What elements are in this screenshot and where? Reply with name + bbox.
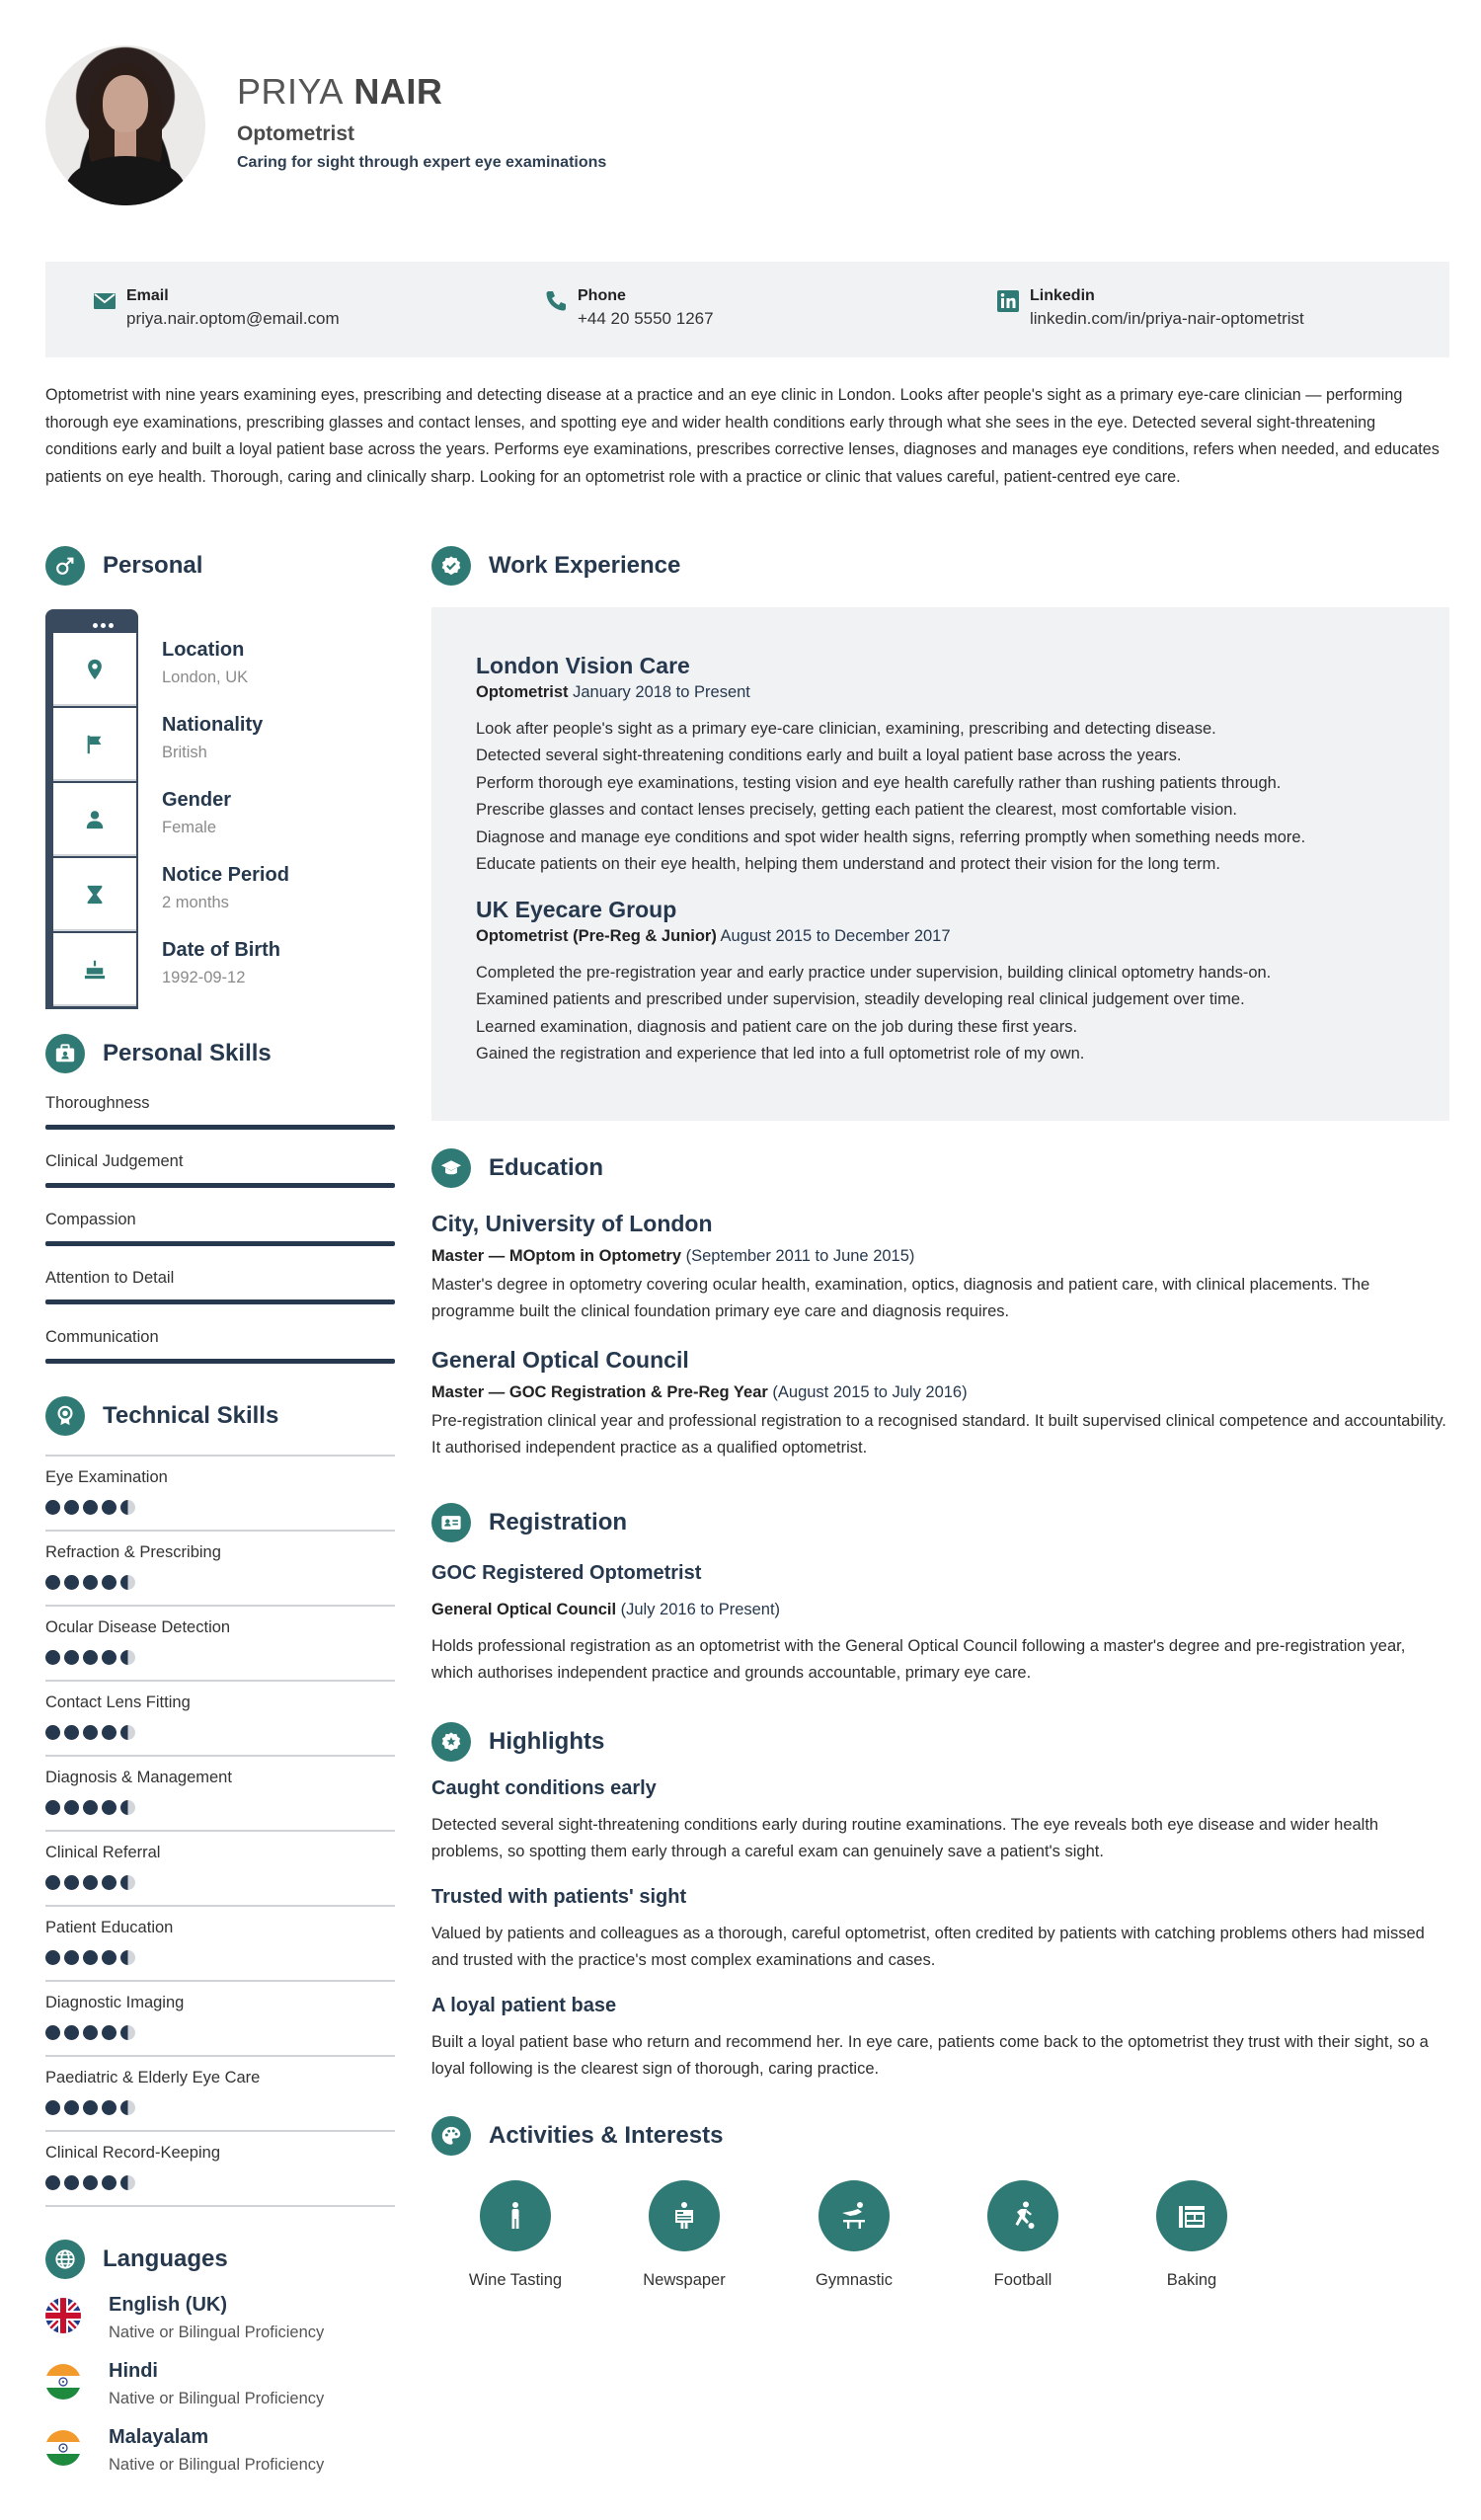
rating-dot <box>83 1650 98 1665</box>
rating-dot <box>64 1950 79 1965</box>
section-technical-skills-title: Technical Skills <box>103 1402 279 1429</box>
palette-icon <box>431 2116 471 2156</box>
education-period: (September 2011 to June 2015) <box>685 1247 915 1265</box>
newspaper-icon <box>649 2180 720 2251</box>
activity-item <box>451 2180 580 2290</box>
baking-icon <box>1156 2180 1227 2251</box>
language-item <box>45 2426 395 2485</box>
rating-dot <box>102 1500 117 1515</box>
personal-nationality-label: Nationality <box>162 714 264 736</box>
technical-skill-rating <box>45 1725 139 1741</box>
cake-icon <box>84 959 106 981</box>
rating-dot <box>64 1650 79 1665</box>
highlight-title: Caught conditions early <box>431 1777 657 1799</box>
globe-icon <box>45 2240 85 2279</box>
rating-dot <box>120 2175 135 2190</box>
rating-dot <box>102 1575 117 1590</box>
rating-dot <box>64 2100 79 2115</box>
technical-skill-name: Ocular Disease Detection <box>45 1618 231 1636</box>
activity-name: Football <box>993 2271 1052 2289</box>
personal-skill-bar <box>45 1359 395 1364</box>
highlight-item <box>431 1777 1449 1866</box>
personal-cell-gender <box>53 783 136 856</box>
job-bullet: Look after people's sight as a primary eye-care clinician, examining, prescribing and detecting disease. <box>476 720 1216 738</box>
wine-tasting-icon <box>480 2180 551 2251</box>
technical-skill-rating <box>45 1650 139 1666</box>
rating-dot <box>83 1500 98 1515</box>
technical-skill-name: Diagnostic Imaging <box>45 1994 185 2011</box>
email-label: Email <box>126 287 169 304</box>
technical-skill <box>45 2055 395 2130</box>
section-personal-title: Personal <box>103 552 203 579</box>
job-bullets <box>476 716 1424 878</box>
job-entry <box>476 653 1424 878</box>
personal-info <box>45 609 395 1009</box>
rating-dot <box>120 1725 135 1740</box>
personal-skill-bar <box>45 1125 395 1130</box>
person-icon <box>84 809 106 830</box>
registration-issuer-line <box>431 1601 1449 1619</box>
job-bullet: Prescribe glasses and contact lenses precisely, getting each patient the clearest, most comfortable vision. <box>476 801 1238 820</box>
activity-item <box>620 2180 748 2290</box>
briefcase-icon <box>45 1034 85 1073</box>
highlight-description: Built a loyal patient base who return and recommend her. In eye care, patients come back to the optometrist they trust with their sight, so a loyal following is the clearest sign of thorough, caring practice. <box>431 2033 1429 2079</box>
job-title: Optometrist (Pre-Reg & Junior) <box>476 927 717 945</box>
id-card-icon <box>431 1503 471 1542</box>
job-period: August 2015 to December 2017 <box>720 927 951 945</box>
registration-period: (July 2016 to Present) <box>620 1601 781 1618</box>
job-meta <box>476 683 1424 702</box>
rating-dot <box>64 1500 79 1515</box>
personal-skill-name: Thoroughness <box>45 1094 150 1112</box>
rating-dot <box>64 1725 79 1740</box>
job-bullet: Educate patients on their eye health, helping them understand and protect their vision for the long term. <box>476 855 1220 874</box>
technical-skill-name: Clinical Referral <box>45 1844 161 1861</box>
technical-skill <box>45 1755 395 1830</box>
rating-dot <box>102 1725 117 1740</box>
tagline: Caring for sight through expert eye examinations <box>237 154 607 171</box>
section-activities-title: Activities & Interests <box>489 2122 724 2149</box>
job-period: January 2018 to Present <box>573 683 750 701</box>
job-bullet: Completed the pre-registration year and early practice under supervision, building clinical optometry hands-on. <box>476 964 1272 982</box>
linkedin-value[interactable]: linkedin.com/in/priya-nair-optometrist <box>1030 309 1304 328</box>
language-name: Hindi <box>109 2360 158 2382</box>
job-role: Optometrist <box>237 122 355 145</box>
technical-skill-name: Eye Examination <box>45 1468 168 1486</box>
job-bullet: Perform thorough eye examinations, testing vision and eye health carefully rather than rushing patients through. <box>476 773 1282 792</box>
rating-dot <box>83 1800 98 1815</box>
rating-dot <box>120 2100 135 2115</box>
job-bullet: Examined patients and prescribed under supervision, steadily developing real clinical judgement over time. <box>476 990 1245 1009</box>
education-degree-line <box>431 1383 1449 1402</box>
registration-description: Holds professional registration as an optometrist with the General Optical Council following a master's degree and pre-registration year, which authorises independent practice and grounds accountable, primary eye care. <box>431 1637 1406 1683</box>
activity-item <box>959 2180 1087 2290</box>
linkedin-icon <box>996 289 1020 313</box>
personal-skill-name: Compassion <box>45 1211 136 1228</box>
personal-notice-value: 2 months <box>162 894 229 911</box>
rating-dot <box>83 2100 98 2115</box>
language-level: Native or Bilingual Proficiency <box>109 2323 325 2341</box>
rating-dot <box>45 2100 60 2115</box>
rating-dot <box>120 1875 135 1890</box>
gender-icon <box>45 546 85 586</box>
linkedin-label: Linkedin <box>1030 287 1095 304</box>
technical-skill-name: Clinical Record-Keeping <box>45 2144 221 2162</box>
education-description: Pre-registration clinical year and professional registration to a recognised standard. It built supervised clinical competence and accountability. It authorised independent practice as a qualified optometrist. <box>431 1412 1446 1457</box>
rating-dot <box>102 1950 117 1965</box>
rating-dot <box>102 2025 117 2040</box>
language-name: English (UK) <box>109 2294 227 2316</box>
personal-skill-bar <box>45 1241 395 1246</box>
activity-name: Baking <box>1166 2271 1217 2289</box>
rating-dot <box>102 1800 117 1815</box>
technical-skill <box>45 1530 395 1605</box>
education-entry <box>431 1211 1449 1326</box>
rating-dot <box>83 1950 98 1965</box>
rating-dot <box>45 1875 60 1890</box>
technical-skill <box>45 1455 395 1530</box>
job-bullet: Learned examination, diagnosis and patient care on the job during these first years. <box>476 1017 1078 1036</box>
language-item <box>45 2360 395 2419</box>
map-pin-icon <box>84 659 106 680</box>
language-item <box>45 2294 395 2353</box>
rating-dot <box>64 2025 79 2040</box>
rating-dot <box>102 2175 117 2190</box>
contact-bar <box>45 262 1449 357</box>
rating-dot <box>83 2175 98 2190</box>
technical-skill-rating <box>45 1950 139 1966</box>
personal-skill-bar <box>45 1299 395 1304</box>
personal-gender-label: Gender <box>162 789 232 811</box>
personal-skill-bar-fill <box>45 1183 395 1188</box>
email-value[interactable]: priya.nair.optom@email.com <box>126 309 340 328</box>
education-degree: Master — GOC Registration & Pre-Reg Year <box>431 1383 768 1401</box>
personal-skill <box>45 1328 395 1364</box>
education-degree-line <box>431 1247 1449 1266</box>
job-meta <box>476 927 1424 946</box>
gymnastic-icon <box>818 2180 890 2251</box>
technical-skill-rating <box>45 2025 139 2041</box>
section-personal-skills-title: Personal Skills <box>103 1040 272 1066</box>
rating-dot <box>120 1950 135 1965</box>
rating-dot <box>45 1800 60 1815</box>
rating-dot <box>83 2025 98 2040</box>
uk-flag-icon <box>45 2298 81 2333</box>
personal-skill <box>45 1269 395 1304</box>
language-name: Malayalam <box>109 2426 209 2448</box>
technical-skill-rating <box>45 2175 139 2191</box>
personal-skill-bar <box>45 1183 395 1188</box>
job-entry <box>476 897 1424 1068</box>
highlight-title: A loyal patient base <box>431 1995 617 2016</box>
personal-cell-dob <box>53 933 136 1006</box>
india-flag-icon <box>45 2364 81 2400</box>
technical-skill-rating <box>45 1875 139 1891</box>
education-school: City, University of London <box>431 1211 713 1236</box>
rating-dot <box>102 1875 117 1890</box>
rating-dot <box>83 1575 98 1590</box>
hourglass-icon <box>84 884 106 906</box>
section-highlights-title: Highlights <box>489 1728 605 1755</box>
rating-dot <box>64 2175 79 2190</box>
technical-skill <box>45 2130 395 2205</box>
award-icon <box>45 1396 85 1436</box>
rating-dot <box>120 1500 135 1515</box>
personal-skill <box>45 1152 395 1188</box>
rating-dot <box>45 1500 60 1515</box>
job-company: London Vision Care <box>476 653 690 678</box>
education-degree: Master — MOptom in Optometry <box>431 1247 682 1265</box>
highlight-item <box>431 1886 1449 1975</box>
technical-skill-name: Paediatric & Elderly Eye Care <box>45 2069 261 2087</box>
highlight-item <box>431 1995 1449 2084</box>
personal-cell-nationality <box>53 708 136 781</box>
graduation-cap-icon <box>431 1148 471 1188</box>
activity-name: Wine Tasting <box>468 2271 563 2289</box>
rating-dot <box>45 1950 60 1965</box>
rating-dot <box>120 1650 135 1665</box>
section-work-title: Work Experience <box>489 552 681 579</box>
education-entry <box>431 1347 1449 1462</box>
technical-skill <box>45 1980 395 2055</box>
activity-name: Gymnastic <box>816 2271 893 2289</box>
personal-cell-location <box>53 633 136 706</box>
job-bullet: Diagnose and manage eye conditions and spot wider health signs, referring promptly when something needs more. <box>476 827 1306 846</box>
profile-summary: Optometrist with nine years examining eyes, prescribing and detecting disease at a practice and an eye clinic in London. Looks after people's sight as a primary eye-care clinician — performing thorough eye examinations, prescribing glasses and contact lenses, and spotting eye and wider health conditions early through what she sees in the eye. Detected several sight-threatening conditions early and built a loyal patient base across the years. Performs eye examinations, prescribes corrective lenses, diagnoses and manages eye conditions, refers when needed, and educates patients on eye health. Thorough, caring and clinically sharp. Looking for an optometrist role with a practice or clinic that values careful, patient-centred eye care. <box>45 386 1440 486</box>
technical-skill-name: Refraction & Prescribing <box>45 1543 221 1561</box>
rating-dot <box>83 1875 98 1890</box>
rating-dot <box>45 1650 60 1665</box>
email-icon <box>93 289 117 313</box>
personal-skill-bar-fill <box>45 1241 395 1246</box>
technical-skill <box>45 1605 395 1680</box>
highlight-description: Valued by patients and colleagues as a thorough, careful optometrist, often credited by patients with catching problems others had missed and trusted with the practice's most complex examinations and cases. <box>431 1925 1425 1970</box>
rating-dot <box>120 2025 135 2040</box>
personal-dob-value: 1992-09-12 <box>162 969 246 986</box>
technical-skill-name: Contact Lens Fitting <box>45 1693 191 1711</box>
technical-skill <box>45 1905 395 1980</box>
rating-dot <box>45 2025 60 2040</box>
registration-issuer: General Optical Council <box>431 1601 617 1618</box>
personal-gender-value: Female <box>162 819 217 836</box>
technical-skill-rating <box>45 1800 139 1816</box>
activity-item <box>790 2180 918 2290</box>
first-name: PRIYA <box>237 71 344 112</box>
phone-value[interactable]: +44 20 5550 1267 <box>578 309 714 328</box>
registration-entry <box>431 1562 1449 1688</box>
section-education-title: Education <box>489 1154 604 1181</box>
personal-skill-name: Communication <box>45 1328 159 1346</box>
rating-dot <box>45 1725 60 1740</box>
personal-location-label: Location <box>162 639 245 661</box>
activity-name: Newspaper <box>643 2271 726 2289</box>
personal-nationality-value: British <box>162 744 207 761</box>
rating-dot <box>64 1575 79 1590</box>
star-badge-icon <box>431 1722 471 1762</box>
technical-skill-rating <box>45 2100 139 2116</box>
rating-dot <box>102 2100 117 2115</box>
candidate-name <box>237 71 442 113</box>
education-school: General Optical Council <box>431 1347 689 1373</box>
personal-notice-label: Notice Period <box>162 864 289 886</box>
job-bullet: Detected several sight-threatening conditions early and built a loyal patient base across the years. <box>476 747 1182 765</box>
personal-location-value: London, UK <box>162 669 249 686</box>
personal-skill-bar-fill <box>45 1299 395 1304</box>
personal-skill-name: Attention to Detail <box>45 1269 175 1287</box>
job-title: Optometrist <box>476 683 569 701</box>
football-icon <box>987 2180 1058 2251</box>
registration-title: GOC Registered Optometrist <box>431 1562 702 1584</box>
personal-dob-label: Date of Birth <box>162 939 280 961</box>
rating-dot <box>120 1575 135 1590</box>
job-company: UK Eyecare Group <box>476 897 677 922</box>
personal-skill-bar-fill <box>45 1125 395 1130</box>
technical-skill-rating <box>45 1575 139 1591</box>
education-description: Master's degree in optometry covering ocular health, examination, optics, diagnosis and patient care, with clinical placements. The programme built the clinical foundation primary eye care and diagnosis requires. <box>431 1276 1370 1321</box>
technical-skill-name: Diagnosis & Management <box>45 1769 232 1786</box>
personal-cell-notice <box>53 858 136 931</box>
job-bullet: Gained the registration and experience that led into a full optometrist role of my own. <box>476 1045 1085 1063</box>
personal-skill <box>45 1094 395 1130</box>
rating-dot <box>64 1800 79 1815</box>
india-flag-icon <box>45 2430 81 2466</box>
education-period: (August 2015 to July 2016) <box>772 1383 968 1401</box>
last-name: NAIR <box>353 71 443 112</box>
technical-skill <box>45 1680 395 1755</box>
phone-label: Phone <box>578 287 626 304</box>
language-level: Native or Bilingual Proficiency <box>109 2456 325 2474</box>
rating-dot <box>102 1650 117 1665</box>
resume-header <box>45 45 1428 213</box>
technical-skills-divider <box>45 2205 395 2207</box>
profile-photo <box>45 45 205 205</box>
personal-skill <box>45 1211 395 1246</box>
activity-item <box>1128 2180 1256 2290</box>
section-registration-title: Registration <box>489 1509 628 1536</box>
technical-skill-rating <box>45 1500 139 1516</box>
verified-badge-icon <box>431 546 471 586</box>
rating-dot <box>64 1875 79 1890</box>
technical-skill-name: Patient Education <box>45 1919 174 1936</box>
technical-skill <box>45 1830 395 1905</box>
flag-icon <box>84 734 106 755</box>
rating-dot <box>83 1725 98 1740</box>
highlight-description: Detected several sight-threatening conditions early during routine examinations. The eye reveals both eye disease and wider health problems, so spotting them early through a careful exam can genuinely save a patient's sight. <box>431 1816 1379 1861</box>
language-level: Native or Bilingual Proficiency <box>109 2390 325 2407</box>
personal-skill-bar-fill <box>45 1359 395 1364</box>
personal-skill-name: Clinical Judgement <box>45 1152 184 1170</box>
section-languages-title: Languages <box>103 2245 228 2272</box>
rating-dot <box>45 1575 60 1590</box>
job-bullets <box>476 960 1424 1068</box>
rating-dot <box>120 1800 135 1815</box>
highlight-title: Trusted with patients' sight <box>431 1886 687 1908</box>
rating-dot <box>45 2175 60 2190</box>
phone-icon <box>544 289 568 313</box>
